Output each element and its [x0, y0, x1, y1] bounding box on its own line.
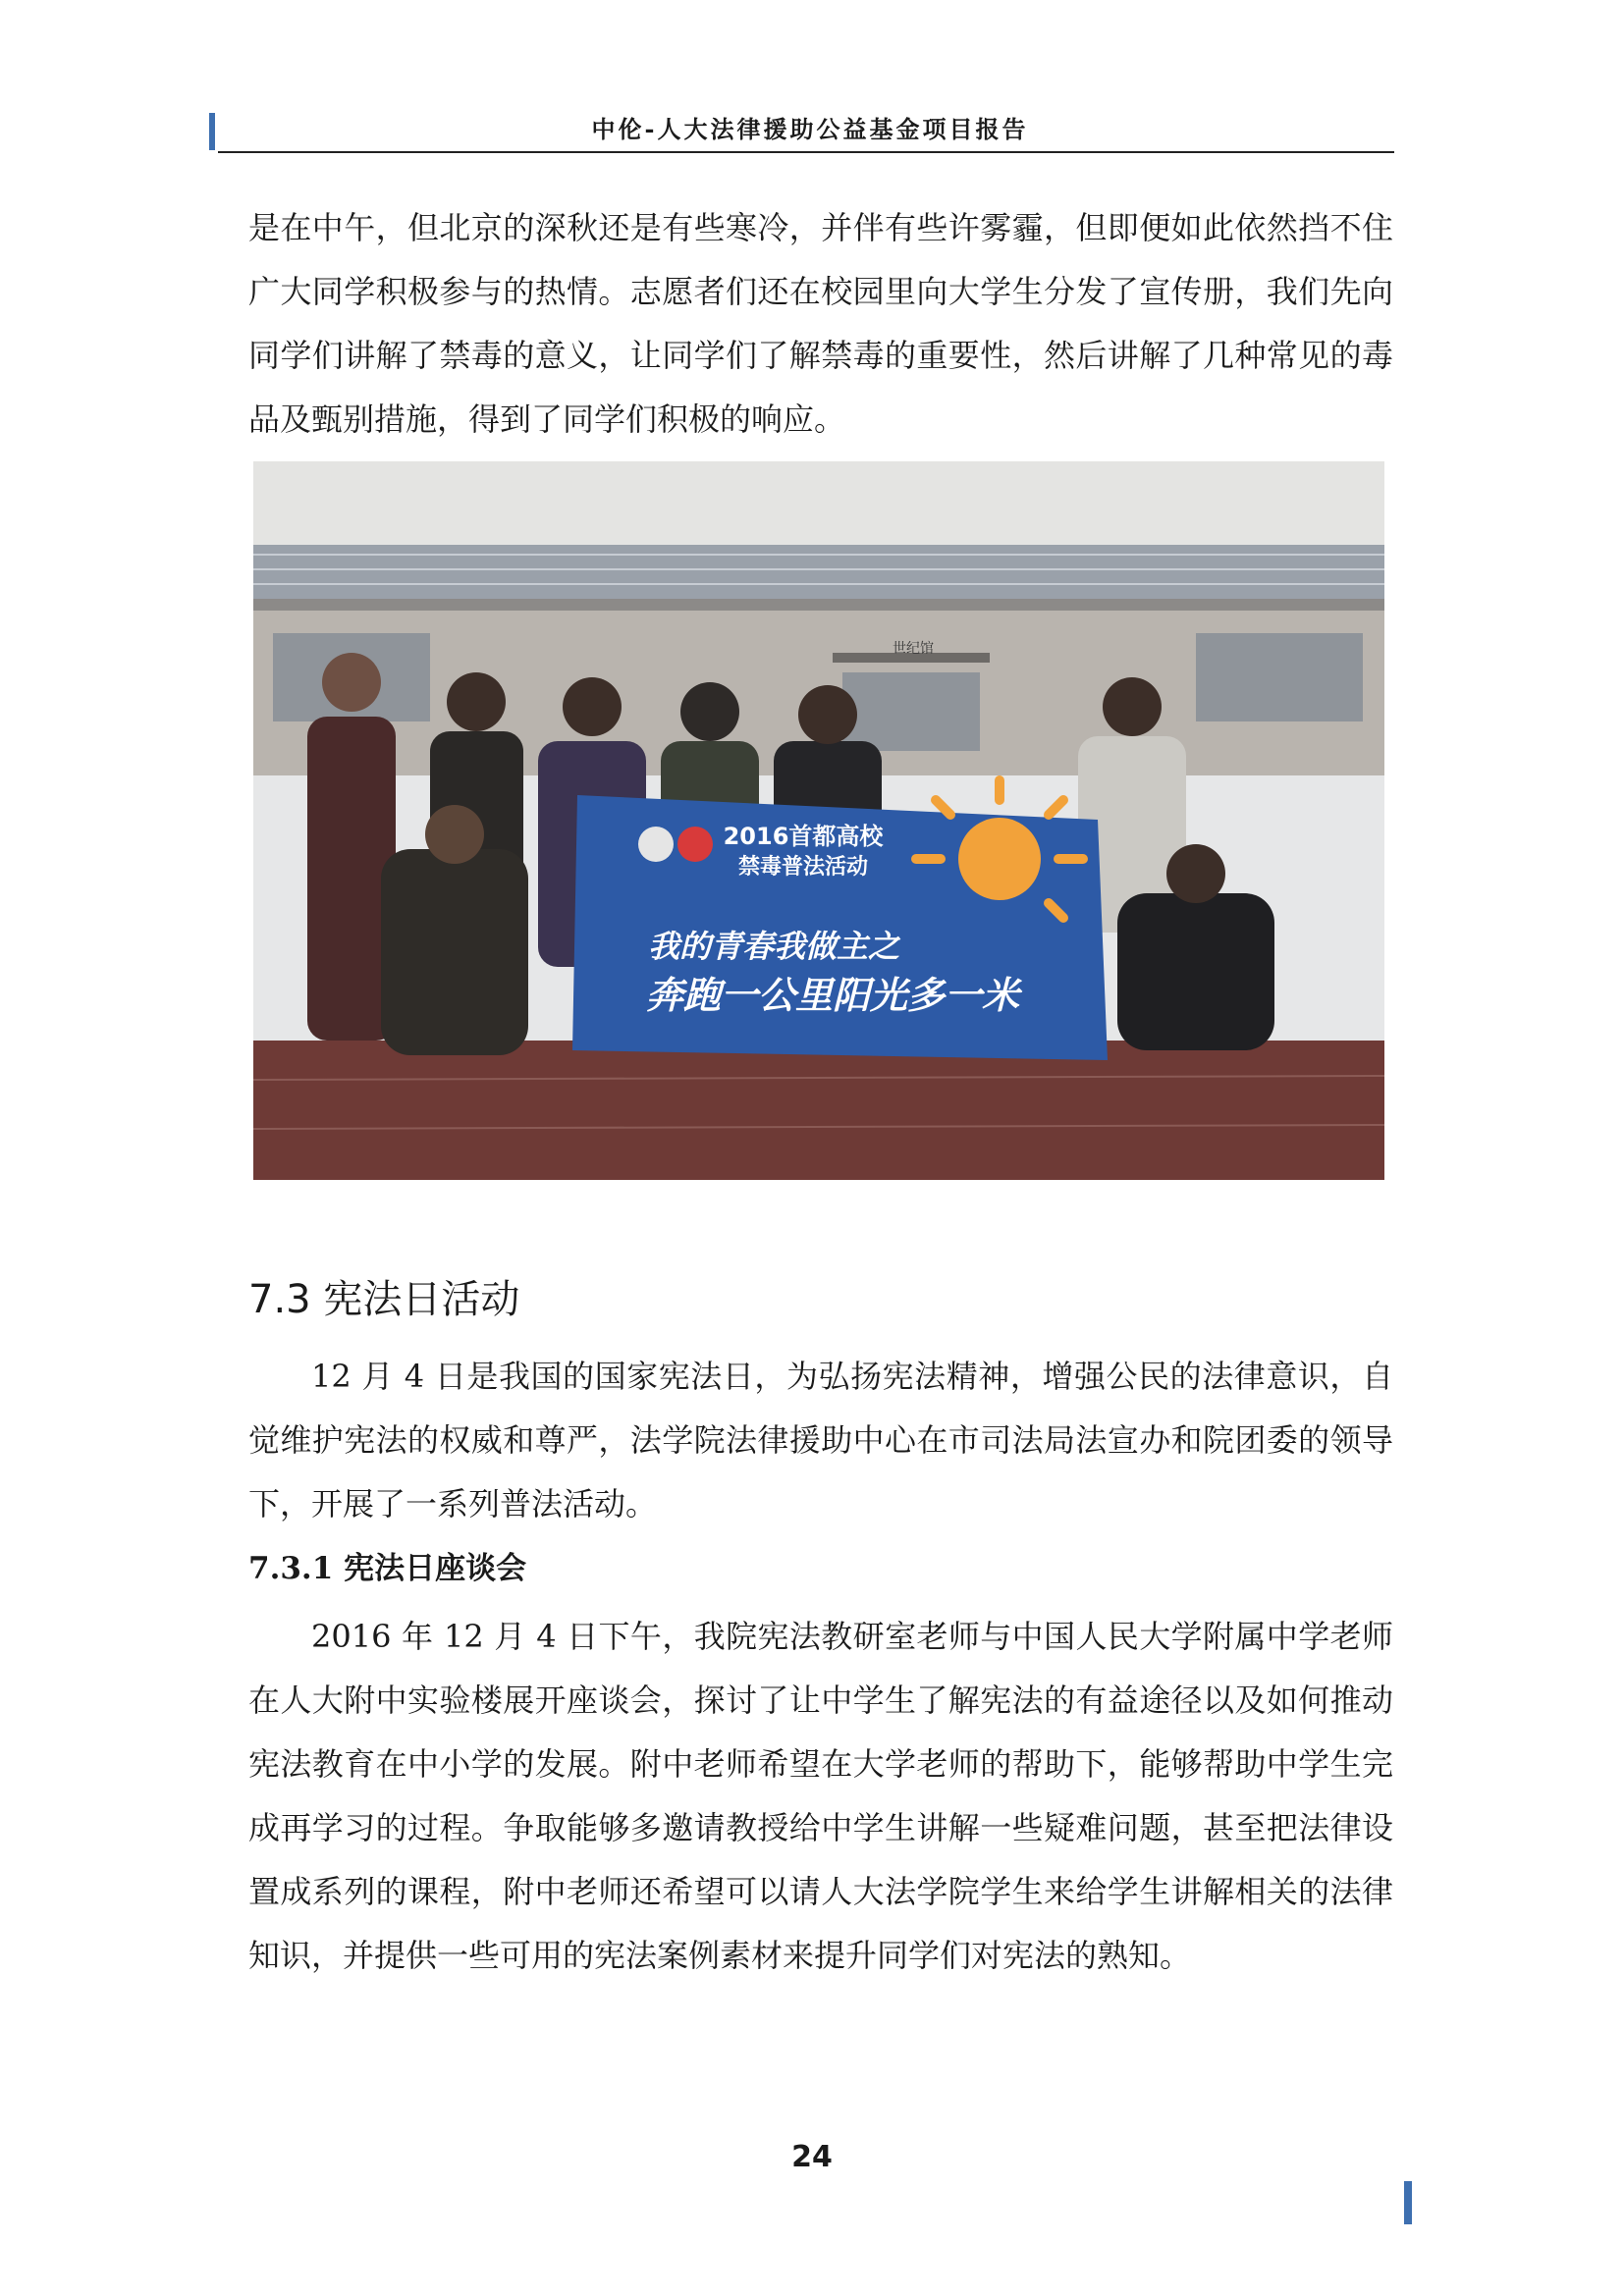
subsection-paragraph: 2016 年 12 月 4 日下午，我院宪法教研室老师与中国人民大学附属中学老师在人大附中实验楼展开座谈会，探讨了让中学生了解宪法的有益途径以及如何推动宪法教育在中小学的发展。附中老师希望在大学老师的帮助下，能够帮助中学生完成再学习的过程。争取能够多邀请教授给中学生讲解一些疑难问题，甚至把法律设置成系列的课程，附中老师还希望可以请人大法学院学生来给学生讲解相关的法律知识，并提供一些可用的宪法案例素材来提升同学们对宪法的熟知。	[248, 1618, 1393, 1974]
header-accent-bar	[209, 113, 215, 150]
banner-line2: 禁毒普法活动	[737, 855, 869, 880]
banner-line1: 2016首都高校	[723, 823, 884, 850]
section-paragraph: 12 月 4 日是我国的国家宪法日，为弘扬宪法精神，增强公民的法律意识，自觉维护宪法的权威和尊严，法学院法律援助中心在市司法局法宣办和院团委的领导下，开展了一系列普法活动。	[248, 1358, 1393, 1522]
section-heading: 7.3 宪法日活动	[248, 1277, 520, 1322]
event-photo	[253, 461, 1384, 1180]
header-title: 中伦-人大法律援助公益基金项目报告	[591, 115, 1029, 143]
paragraph-top: 是在中午，但北京的深秋还是有些寒冷，并伴有些许雾霾，但即便如此依然挡不住广大同学积极参与的热情。志愿者们还在校园里向大学生分发了宣传册，我们先向同学们讲解了禁毒的意义，让同学们了解禁毒的重要性，然后讲解了几种常见的毒品及甄别措施，得到了同学们积极的响应。	[248, 209, 1393, 438]
footer-accent-bar	[1404, 2181, 1412, 2224]
subsection-heading: 7.3.1 宪法日座谈会	[248, 1551, 527, 1586]
page-number: 24	[791, 2140, 833, 2174]
banner-slogan1: 我的青春我做主之	[647, 928, 900, 965]
banner-slogan2: 奔跑一公里阳光多一米	[645, 974, 1020, 1017]
photo-illustration	[253, 461, 1384, 1180]
header-rule	[218, 151, 1394, 153]
building-sign: 世纪馆	[893, 641, 934, 657]
